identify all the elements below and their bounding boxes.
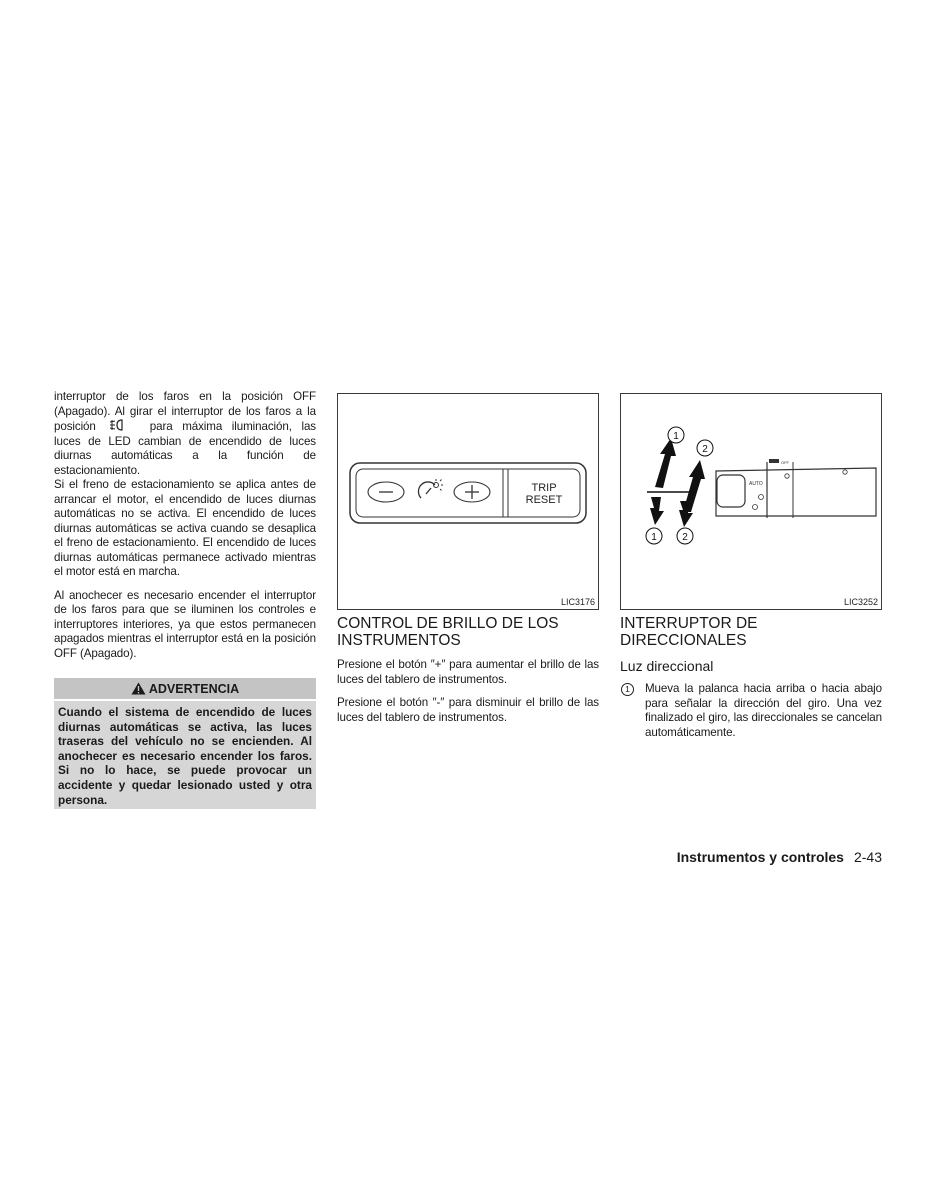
paragraph-headlight-switch bbox=[54, 390, 316, 478]
brightness-icon bbox=[418, 479, 443, 498]
warning-box bbox=[54, 678, 316, 809]
figure-code: LIC3252 bbox=[843, 597, 878, 607]
turn-signal-illustration bbox=[621, 394, 881, 609]
svg-text:1: 1 bbox=[673, 431, 679, 442]
headlight-small-icon bbox=[759, 495, 764, 500]
turn-signal-figure bbox=[620, 393, 882, 610]
headlight-icon bbox=[106, 419, 132, 431]
numbered-item bbox=[620, 682, 882, 740]
right-column bbox=[620, 393, 882, 740]
paragraph-text: interruptor de los faros en la posición OFF (Apagado). Al girar el interruptor de los faros a la posición bbox=[54, 390, 316, 433]
section-title-brightness: CONTROL DE BRILLO DE LOS INSTRUMENTOS bbox=[337, 615, 559, 649]
subsection-title: Luz direccional bbox=[620, 658, 714, 674]
footer-section: Instrumentos y controles bbox=[676, 849, 844, 865]
middle-column bbox=[337, 393, 599, 725]
warning-text: Cuando el sistema de encendido de luces diurnas automáticas se activa, las luces traseras del vehículo no se encienden. Al anochecer es necesario encender los faros. Si no lo hace, se puede provocar un accidente y quedar lesionado usted y otra persona. bbox=[58, 705, 312, 807]
svg-text:2: 2 bbox=[702, 444, 708, 455]
paragraph-text: para máxima iluminación, las luces de LED cambian de encendido de luces diurnas automáticas a la función de estacionamiento. bbox=[54, 420, 316, 477]
brightness-panel-illustration bbox=[338, 394, 598, 609]
section-title-turn-signal: INTERRUPTOR DE DIRECCIONALES bbox=[620, 615, 758, 649]
item-number-badge: 1 bbox=[621, 683, 634, 696]
figure-code: LIC3176 bbox=[560, 597, 595, 607]
left-column bbox=[54, 390, 316, 809]
up-arrow-1 bbox=[655, 438, 676, 488]
fog-light-icon bbox=[785, 474, 789, 478]
paragraph-increase: Presione el botón ″+″ para aumentar el brillo de las luces del tablero de instrumentos. bbox=[337, 658, 599, 686]
paragraph-decrease: Presione el botón ″-″ para disminuir el brillo de las luces del tablero de instrumentos. bbox=[337, 696, 599, 724]
auto-label: AUTO bbox=[749, 481, 763, 487]
trip-label: TRIP bbox=[531, 482, 557, 494]
lever-end-icon bbox=[843, 470, 847, 474]
warning-triangle-icon bbox=[131, 682, 146, 695]
down-arrow-1 bbox=[650, 497, 664, 525]
warning-title: ADVERTENCIA bbox=[148, 682, 240, 696]
parking-light-icon bbox=[753, 505, 758, 510]
off-label: OFF bbox=[781, 460, 789, 465]
paragraph-parking-brake: Si el freno de estacionamiento se aplica antes de arrancar el motor, el encendido de luces diurnas automáticas no se activa. El encendido de luces diurnas automáticas se activa cuando se desaplica el freno de estacionamiento. El encendido de luces diurnas automáticas permanece activado mientras el motor está en marcha. bbox=[54, 478, 316, 578]
lever-knob bbox=[717, 475, 745, 507]
item-text: Mueva la palanca hacia arriba o hacia abajo para señalar la dirección del giro. Una vez finalizado el giro, las direccionales se cancelan automáticamente. bbox=[645, 682, 882, 739]
brightness-control-figure bbox=[337, 393, 599, 610]
page-footer bbox=[677, 849, 882, 865]
svg-text:2: 2 bbox=[682, 532, 688, 543]
svg-text:1: 1 bbox=[651, 532, 657, 543]
warning-header bbox=[54, 678, 316, 701]
paragraph-dusk: Al anochecer es necesario encender el interruptor de los faros para que se iluminen los controles e interruptores interiores, ya que estos permanecen apagados mientras el interruptor está en la posición OFF (Apagado). bbox=[54, 588, 316, 660]
reset-label: RESET bbox=[525, 494, 563, 506]
page-number: 2-43 bbox=[853, 849, 882, 865]
